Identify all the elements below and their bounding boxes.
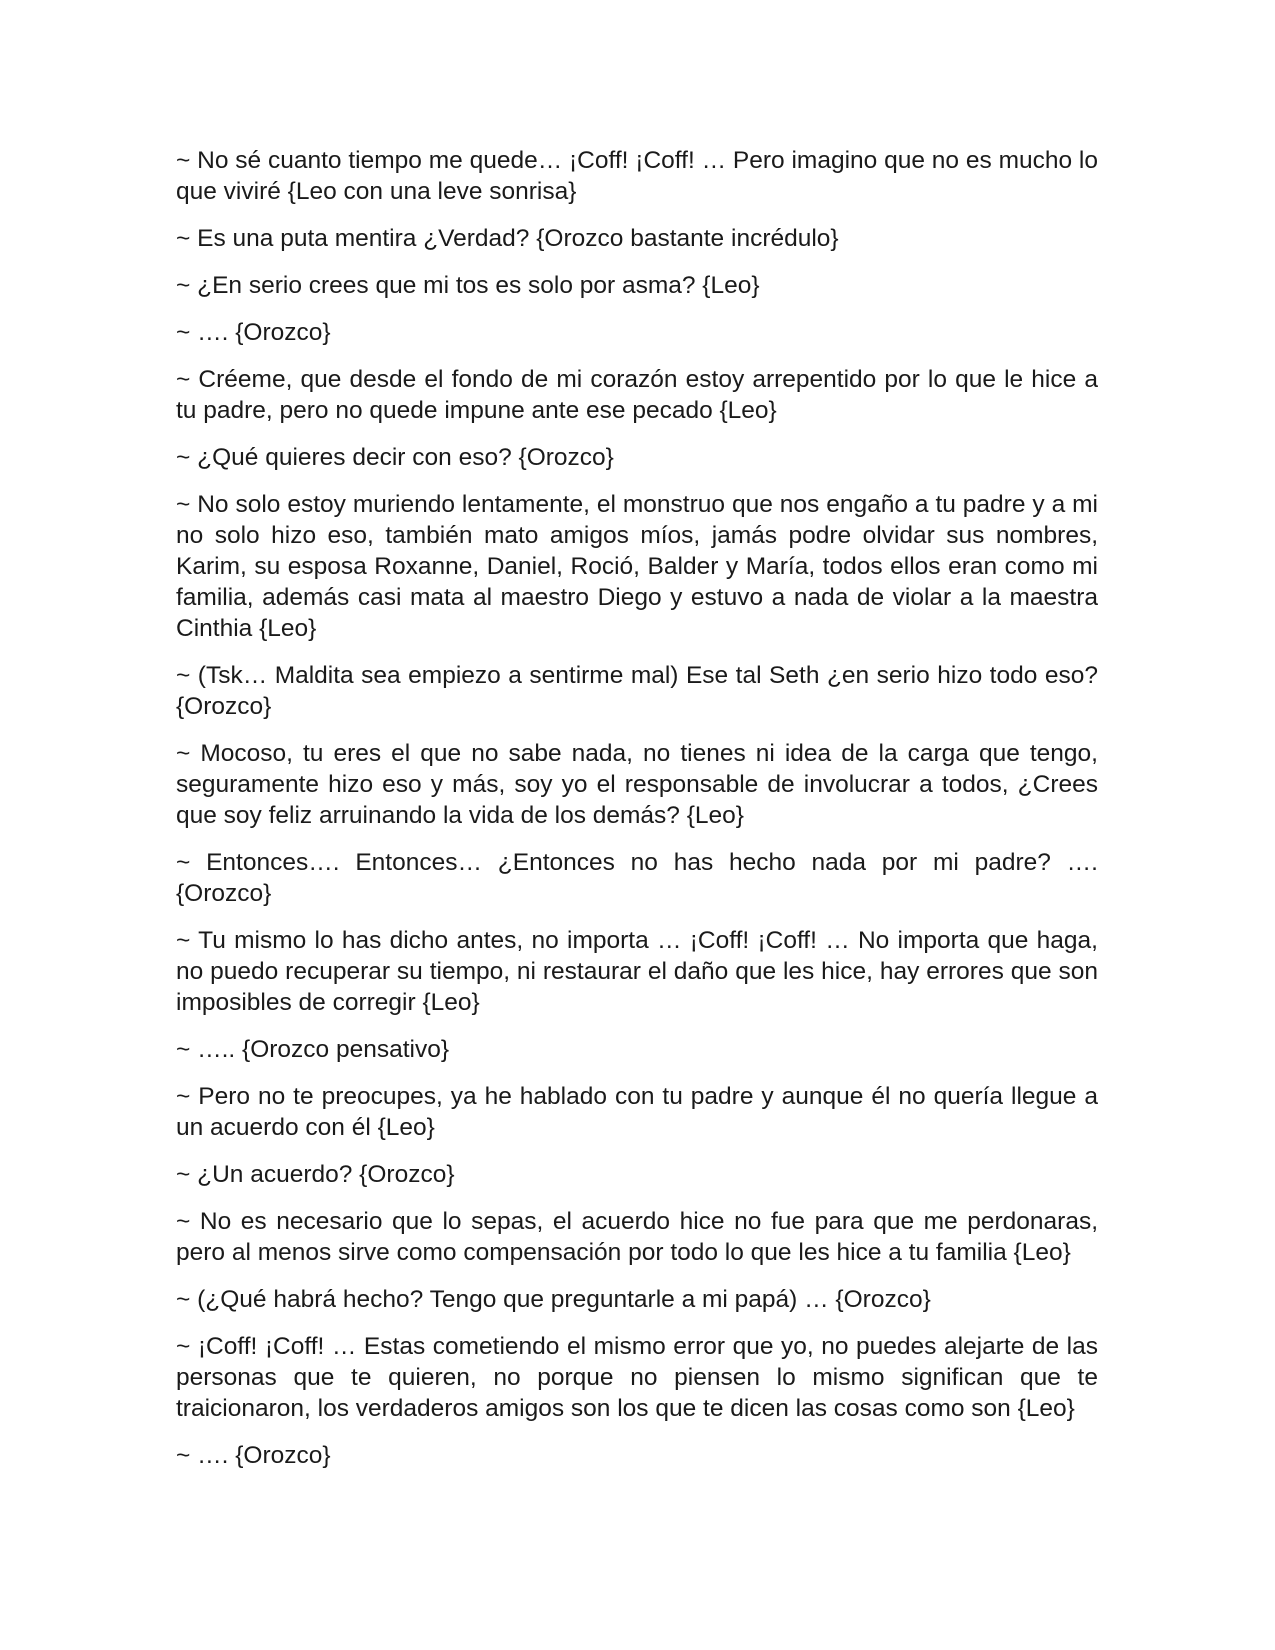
- dialogue-paragraph: ~ ¿En serio crees que mi tos es solo por asma? {Leo}: [176, 272, 760, 299]
- dialogue-paragraph: ~ …. {Orozco}: [176, 1442, 331, 1469]
- dialogue-paragraph: ~ Mocoso, tu eres el que no sabe nada, no tienes ni idea de la carga que tengo, seguramente hizo eso y más, soy yo el responsable de involucrar a todos, ¿Crees que soy feliz arruinando la vida de los demás? {Leo}: [176, 740, 1098, 829]
- dialogue-paragraph: ~ ¿Un acuerdo? {Orozco}: [176, 1161, 455, 1188]
- dialogue-paragraph: ~ (Tsk… Maldita sea empiezo a sentirme mal) Ese tal Seth ¿en serio hizo todo eso? {Orozco}: [176, 662, 1098, 720]
- dialogue-paragraph: ~ Es una puta mentira ¿Verdad? {Orozco bastante incrédulo}: [176, 225, 839, 252]
- dialogue-paragraph: ~ Entonces…. Entonces… ¿Entonces no has hecho nada por mi padre? …. {Orozco}: [176, 849, 1098, 907]
- dialogue-paragraph: ~ ….. {Orozco pensativo}: [176, 1036, 450, 1063]
- dialogue-text: [176, 145, 1098, 1487]
- dialogue-paragraph: ~ Pero no te preocupes, ya he hablado con tu padre y aunque él no quería llegue a un acuerdo con él {Leo}: [176, 1083, 1098, 1141]
- dialogue-paragraph: ~ No es necesario que lo sepas, el acuerdo hice no fue para que me perdonaras, pero al menos sirve como compensación por todo lo que les hice a tu familia {Leo}: [176, 1208, 1098, 1266]
- dialogue-paragraph: ~ Tu mismo lo has dicho antes, no importa … ¡Coff! ¡Coff! … No importa que haga, no puedo recuperar su tiempo, ni restaurar el daño que les hice, hay errores que son imposibles de corregir {Leo}: [176, 927, 1098, 1016]
- dialogue-paragraph: ~ Créeme, que desde el fondo de mi corazón estoy arrepentido por lo que le hice a tu padre, pero no quede impune ante ese pecado {Leo}: [176, 366, 1098, 424]
- dialogue-paragraph: ~ (¿Qué habrá hecho? Tengo que preguntarle a mi papá) … {Orozco}: [176, 1286, 931, 1313]
- dialogue-paragraph: ~ No sé cuanto tiempo me quede… ¡Coff! ¡Coff! … Pero imagino que no es mucho lo que viviré {Leo con una leve sonrisa}: [176, 147, 1098, 205]
- dialogue-paragraph: ~ ¡Coff! ¡Coff! … Estas cometiendo el mismo error que yo, no puedes alejarte de las personas que te quieren, no porque no piensen lo mismo significan que te traicionaron, los verdaderos amigos son los que te dicen las cosas como son {Leo}: [176, 1333, 1098, 1422]
- dialogue-paragraph: ~ ¿Qué quieres decir con eso? {Orozco}: [176, 444, 614, 471]
- dialogue-paragraph: ~ …. {Orozco}: [176, 319, 331, 346]
- dialogue-paragraph: ~ No solo estoy muriendo lentamente, el monstruo que nos engaño a tu padre y a mi no solo hizo eso, también mato amigos míos, jamás podre olvidar sus nombres, Karim, su esposa Roxanne, Daniel, Roció, Balder y María, todos ellos eran como mi familia, además casi mata al maestro Diego y estuvo a nada de violar a la maestra Cinthia {Leo}: [176, 491, 1098, 642]
